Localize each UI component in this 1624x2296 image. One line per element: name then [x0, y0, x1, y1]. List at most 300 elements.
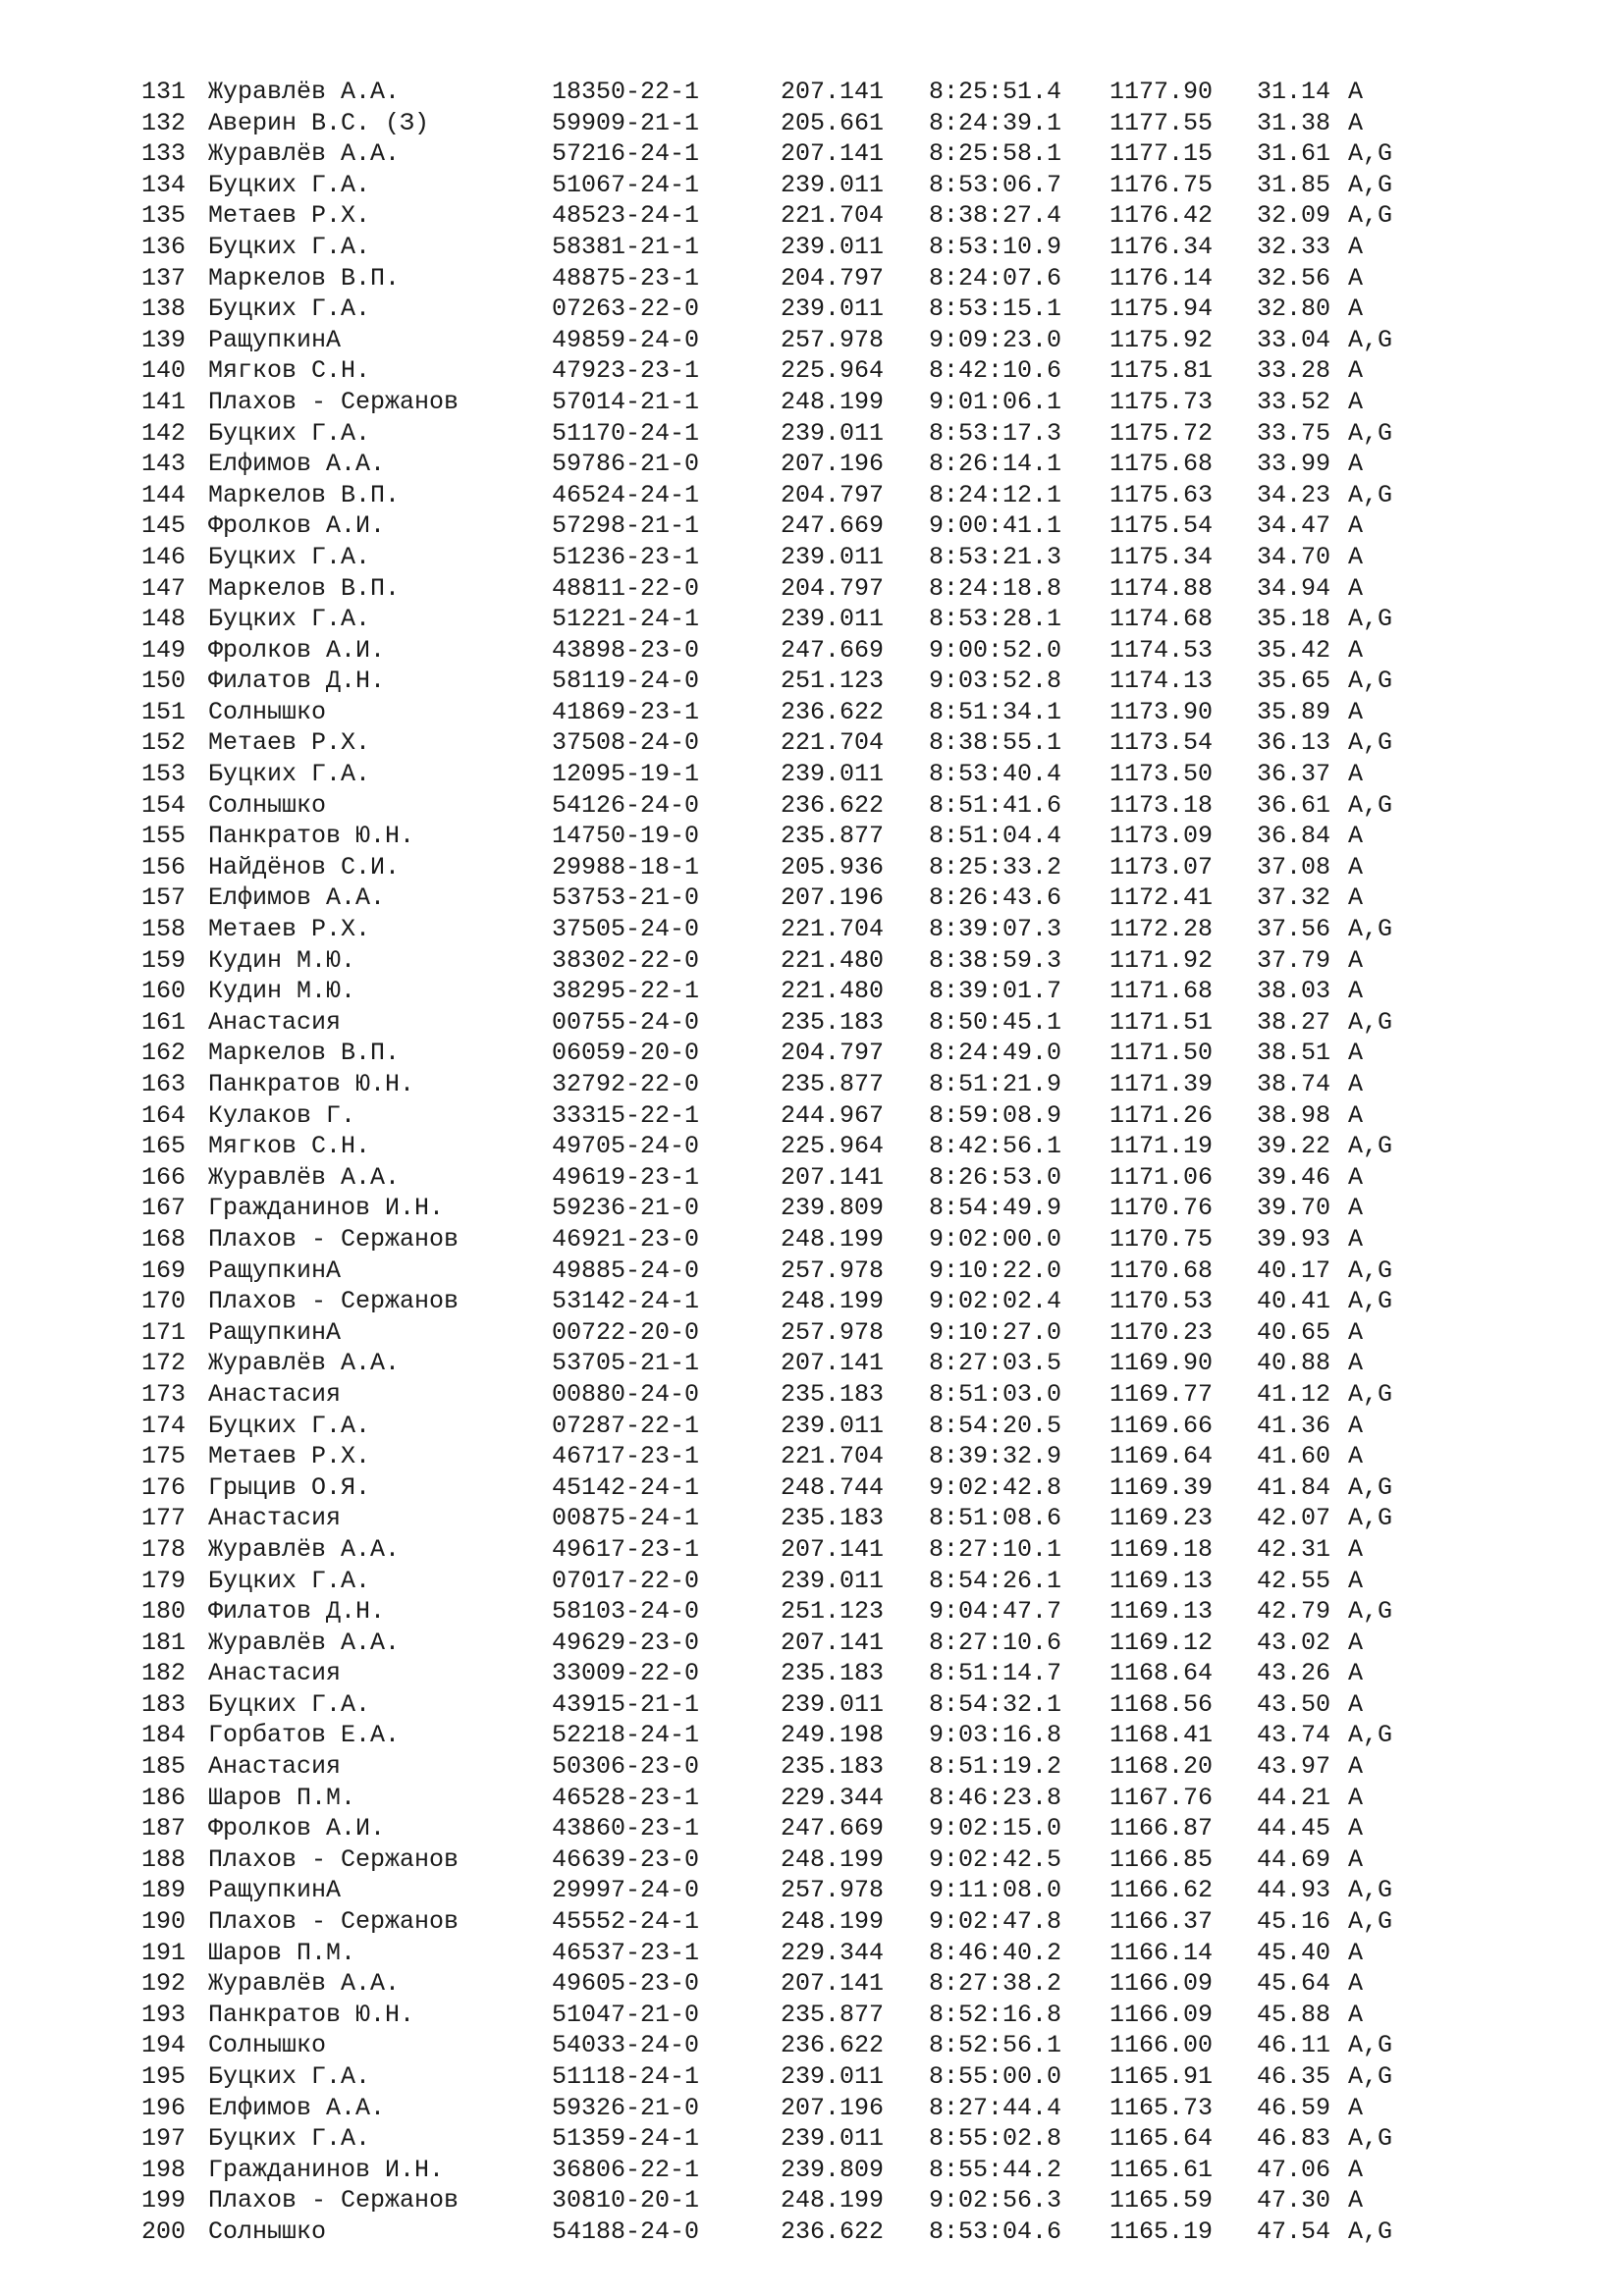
points: 38.98: [1257, 1100, 1331, 1130]
distance: 205.661: [781, 108, 885, 137]
flags: A,G: [1348, 2031, 1393, 2060]
place-number: 140: [141, 356, 187, 386]
distance: 239.809: [781, 2155, 885, 2184]
points: 34.23: [1257, 480, 1331, 509]
fancier-name: Буцких Г.А.: [208, 170, 371, 199]
arrival-time: 8:51:19.2: [929, 1752, 1062, 1782]
place-number: 195: [141, 2062, 187, 2091]
fancier-name: Мягков С.Н.: [208, 356, 371, 386]
distance: 239.011: [781, 1411, 885, 1440]
place-number: 158: [141, 915, 187, 944]
points: 32.56: [1257, 263, 1331, 293]
ring-number: 59786-21-0: [552, 450, 700, 479]
distance: 239.011: [781, 294, 885, 324]
distance: 229.344: [781, 1938, 885, 1967]
ring-number: 38295-22-1: [552, 977, 700, 1006]
ring-number: 43915-21-1: [552, 1689, 700, 1719]
distance: 229.344: [781, 1783, 885, 1812]
arrival-time: 8:42:56.1: [929, 1132, 1062, 1161]
arrival-time: 8:42:10.6: [929, 356, 1062, 386]
flags: A: [1348, 450, 1364, 479]
speed: 1173.54: [1110, 728, 1214, 758]
distance: 235.183: [781, 1379, 885, 1409]
fancier-name: Буцких Г.А.: [208, 232, 371, 261]
flags: A,G: [1348, 1504, 1393, 1533]
arrival-time: 8:27:44.4: [929, 2093, 1062, 2122]
speed: 1166.09: [1110, 1969, 1214, 1999]
fancier-name: Журавлёв А.А.: [208, 1534, 401, 1564]
distance: 239.011: [781, 1566, 885, 1595]
speed: 1175.73: [1110, 387, 1214, 416]
speed: 1174.53: [1110, 635, 1214, 665]
place-number: 156: [141, 852, 187, 881]
speed: 1171.26: [1110, 1100, 1214, 1130]
flags: A,G: [1348, 2062, 1393, 2091]
place-number: 138: [141, 294, 187, 324]
fancier-name: Елфимов А.А.: [208, 2093, 386, 2122]
points: 44.21: [1257, 1783, 1331, 1812]
place-number: 198: [141, 2155, 187, 2184]
fancier-name: Кудин М.Ю.: [208, 977, 356, 1006]
ring-number: 37508-24-0: [552, 728, 700, 758]
flags: A: [1348, 977, 1364, 1006]
fancier-name: Маркелов В.П.: [208, 573, 401, 603]
distance: 235.877: [781, 2000, 885, 2029]
place-number: 157: [141, 883, 187, 913]
arrival-time: 9:04:47.7: [929, 1597, 1062, 1627]
distance: 244.967: [781, 1100, 885, 1130]
fancier-name: Плахов - Сержанов: [208, 387, 460, 416]
speed: 1176.75: [1110, 170, 1214, 199]
fancier-name: Гражданинов И.Н.: [208, 2155, 445, 2184]
flags: A: [1348, 511, 1364, 541]
fancier-name: Буцких Г.А.: [208, 1411, 371, 1440]
speed: 1175.94: [1110, 294, 1214, 324]
flags: A: [1348, 1938, 1364, 1967]
arrival-time: 8:24:18.8: [929, 573, 1062, 603]
ring-number: 32792-22-0: [552, 1070, 700, 1098]
fancier-name: Аверин В.С. (З): [208, 108, 430, 137]
arrival-time: 9:02:42.5: [929, 1844, 1062, 1874]
fancier-name: Кудин М.Ю.: [208, 945, 356, 975]
speed: 1170.76: [1110, 1194, 1214, 1223]
flags: A,G: [1348, 1379, 1393, 1409]
ring-number: 48811-22-0: [552, 573, 700, 603]
speed: 1166.09: [1110, 2000, 1214, 2029]
ring-number: 07287-22-1: [552, 1411, 700, 1440]
flags: A: [1348, 1442, 1364, 1471]
speed: 1165.19: [1110, 2216, 1214, 2246]
place-number: 190: [141, 1907, 187, 1937]
distance: 207.196: [781, 883, 885, 913]
place-number: 194: [141, 2031, 187, 2060]
arrival-time: 8:53:21.3: [929, 542, 1062, 571]
fancier-name: Буцких Г.А.: [208, 542, 371, 571]
speed: 1168.41: [1110, 1721, 1214, 1750]
speed: 1170.53: [1110, 1287, 1214, 1316]
distance: 207.141: [781, 139, 885, 169]
arrival-time: 8:39:32.9: [929, 1442, 1062, 1471]
arrival-time: 8:38:59.3: [929, 945, 1062, 975]
points: 47.54: [1257, 2216, 1331, 2246]
flags: A: [1348, 1162, 1364, 1192]
flags: A,G: [1348, 1597, 1393, 1627]
flags: A,G: [1348, 1007, 1393, 1037]
ring-number: 41869-23-1: [552, 697, 700, 726]
distance: 221.480: [781, 945, 885, 975]
distance: 225.964: [781, 356, 885, 386]
fancier-name: Фролков А.И.: [208, 1814, 386, 1843]
place-number: 143: [141, 450, 187, 479]
distance: 207.141: [781, 1969, 885, 1999]
flags: A: [1348, 232, 1364, 261]
distance: 249.198: [781, 1721, 885, 1750]
fancier-name: Мягков С.Н.: [208, 1132, 371, 1161]
ring-number: 59909-21-1: [552, 108, 700, 137]
speed: 1174.13: [1110, 667, 1214, 696]
flags: A: [1348, 542, 1364, 571]
ring-number: 00722-20-0: [552, 1317, 700, 1347]
fancier-name: Солнышко: [208, 2031, 327, 2060]
ring-number: 49705-24-0: [552, 1132, 700, 1161]
arrival-time: 9:02:02.4: [929, 1287, 1062, 1316]
ring-number: 46921-23-0: [552, 1224, 700, 1254]
distance: 235.183: [781, 1752, 885, 1782]
points: 35.89: [1257, 697, 1331, 726]
fancier-name: Солнышко: [208, 2216, 327, 2246]
place-number: 145: [141, 511, 187, 541]
ring-number: 58119-24-0: [552, 667, 700, 696]
points: 38.03: [1257, 977, 1331, 1006]
flags: A: [1348, 573, 1364, 603]
flags: A,G: [1348, 1132, 1393, 1161]
points: 41.12: [1257, 1379, 1331, 1409]
place-number: 139: [141, 325, 187, 354]
points: 45.64: [1257, 1969, 1331, 1999]
place-number: 163: [141, 1070, 187, 1098]
distance: 235.183: [781, 1504, 885, 1533]
place-number: 189: [141, 1876, 187, 1905]
distance: 235.877: [781, 822, 885, 851]
fancier-name: Шаров П.М.: [208, 1783, 356, 1812]
flags: A: [1348, 1411, 1364, 1440]
flags: A: [1348, 356, 1364, 386]
ring-number: 00880-24-0: [552, 1379, 700, 1409]
speed: 1169.23: [1110, 1504, 1214, 1533]
points: 41.60: [1257, 1442, 1331, 1471]
distance: 257.978: [781, 1317, 885, 1347]
ring-number: 29988-18-1: [552, 852, 700, 881]
flags: A: [1348, 2155, 1364, 2184]
ring-number: 49885-24-0: [552, 1255, 700, 1285]
speed: 1172.28: [1110, 915, 1214, 944]
fancier-name: Панкратов Ю.Н.: [208, 822, 415, 851]
flags: A: [1348, 1689, 1364, 1719]
points: 43.97: [1257, 1752, 1331, 1782]
points: 35.65: [1257, 667, 1331, 696]
speed: 1170.75: [1110, 1224, 1214, 1254]
points: 33.04: [1257, 325, 1331, 354]
ring-number: 58381-21-1: [552, 232, 700, 261]
points: 33.99: [1257, 450, 1331, 479]
fancier-name: Метаев Р.Х.: [208, 915, 371, 944]
fancier-name: Гражданинов И.Н.: [208, 1194, 445, 1223]
place-number: 176: [141, 1472, 187, 1502]
fancier-name: Елфимов А.А.: [208, 883, 386, 913]
ring-number: 46528-23-1: [552, 1783, 700, 1812]
points: 32.33: [1257, 232, 1331, 261]
speed: 1166.87: [1110, 1814, 1214, 1843]
flags: A: [1348, 1194, 1364, 1223]
ring-number: 53142-24-1: [552, 1287, 700, 1316]
flags: A: [1348, 263, 1364, 293]
points: 34.94: [1257, 573, 1331, 603]
arrival-time: 8:54:20.5: [929, 1411, 1062, 1440]
arrival-time: 8:51:08.6: [929, 1504, 1062, 1533]
arrival-time: 8:27:10.6: [929, 1628, 1062, 1657]
flags: A,G: [1348, 915, 1393, 944]
arrival-time: 8:25:33.2: [929, 852, 1062, 881]
points: 36.13: [1257, 728, 1331, 758]
flags: A: [1348, 294, 1364, 324]
flags: A: [1348, 1224, 1364, 1254]
fancier-name: Буцких Г.А.: [208, 418, 371, 448]
speed: 1171.51: [1110, 1007, 1214, 1037]
distance: 239.011: [781, 2124, 885, 2154]
speed: 1169.13: [1110, 1566, 1214, 1595]
flags: A: [1348, 883, 1364, 913]
arrival-time: 8:51:34.1: [929, 697, 1062, 726]
place-number: 150: [141, 667, 187, 696]
fancier-name: Буцких Г.А.: [208, 1566, 371, 1595]
points: 41.84: [1257, 1472, 1331, 1502]
flags: A,G: [1348, 728, 1393, 758]
distance: 236.622: [781, 2031, 885, 2060]
flags: A: [1348, 1566, 1364, 1595]
arrival-time: 8:51:03.0: [929, 1379, 1062, 1409]
points: 40.41: [1257, 1287, 1331, 1316]
distance: 221.704: [781, 915, 885, 944]
flags: A,G: [1348, 605, 1393, 634]
speed: 1166.62: [1110, 1876, 1214, 1905]
points: 38.51: [1257, 1039, 1331, 1068]
distance: 204.797: [781, 263, 885, 293]
speed: 1168.56: [1110, 1689, 1214, 1719]
speed: 1165.61: [1110, 2155, 1214, 2184]
place-number: 175: [141, 1442, 187, 1471]
speed: 1165.73: [1110, 2093, 1214, 2122]
speed: 1177.55: [1110, 108, 1214, 137]
ring-number: 59326-21-0: [552, 2093, 700, 2122]
distance: 239.011: [781, 2062, 885, 2091]
speed: 1177.90: [1110, 78, 1214, 106]
arrival-time: 8:24:39.1: [929, 108, 1062, 137]
place-number: 144: [141, 480, 187, 509]
ring-number: 46524-24-1: [552, 480, 700, 509]
fancier-name: Елфимов А.А.: [208, 450, 386, 479]
arrival-time: 8:24:49.0: [929, 1039, 1062, 1068]
arrival-time: 8:53:06.7: [929, 170, 1062, 199]
arrival-time: 9:02:56.3: [929, 2186, 1062, 2216]
flags: A,G: [1348, 2216, 1393, 2246]
fancier-name: Панкратов Ю.Н.: [208, 2000, 415, 2029]
arrival-time: 8:53:15.1: [929, 294, 1062, 324]
place-number: 169: [141, 1255, 187, 1285]
arrival-time: 8:26:43.6: [929, 883, 1062, 913]
ring-number: 45142-24-1: [552, 1472, 700, 1502]
place-number: 173: [141, 1379, 187, 1409]
speed: 1172.41: [1110, 883, 1214, 913]
speed: 1175.81: [1110, 356, 1214, 386]
flags: A,G: [1348, 667, 1393, 696]
distance: 248.199: [781, 387, 885, 416]
distance: 221.480: [781, 977, 885, 1006]
arrival-time: 8:54:32.1: [929, 1689, 1062, 1719]
distance: 248.744: [781, 1472, 885, 1502]
fancier-name: Буцких Г.А.: [208, 2062, 371, 2091]
arrival-time: 8:24:12.1: [929, 480, 1062, 509]
points: 43.50: [1257, 1689, 1331, 1719]
flags: A: [1348, 852, 1364, 881]
place-number: 187: [141, 1814, 187, 1843]
flags: A: [1348, 1844, 1364, 1874]
fancier-name: Журавлёв А.А.: [208, 139, 401, 169]
distance: 239.011: [781, 232, 885, 261]
points: 47.06: [1257, 2155, 1331, 2184]
fancier-name: Анастасия: [208, 1504, 342, 1533]
arrival-time: 9:10:27.0: [929, 1317, 1062, 1347]
points: 37.56: [1257, 915, 1331, 944]
fancier-name: РащупкинА: [208, 325, 342, 354]
ring-number: 53753-21-0: [552, 883, 700, 913]
place-number: 165: [141, 1132, 187, 1161]
speed: 1169.39: [1110, 1472, 1214, 1502]
place-number: 180: [141, 1597, 187, 1627]
fancier-name: Плахов - Сержанов: [208, 1287, 460, 1316]
points: 38.74: [1257, 1070, 1331, 1098]
speed: 1165.64: [1110, 2124, 1214, 2154]
arrival-time: 8:39:01.7: [929, 977, 1062, 1006]
points: 47.30: [1257, 2186, 1331, 2216]
arrival-time: 8:51:14.7: [929, 1659, 1062, 1688]
distance: 204.797: [781, 480, 885, 509]
place-number: 179: [141, 1566, 187, 1595]
ring-number: 07263-22-0: [552, 294, 700, 324]
fancier-name: Метаев Р.Х.: [208, 201, 371, 231]
arrival-time: 9:03:52.8: [929, 667, 1062, 696]
speed: 1175.34: [1110, 542, 1214, 571]
fancier-name: Горбатов Е.А.: [208, 1721, 401, 1750]
place-number: 200: [141, 2216, 187, 2246]
fancier-name: Солнышко: [208, 790, 327, 820]
points: 39.46: [1257, 1162, 1331, 1192]
fancier-name: Плахов - Сержанов: [208, 2186, 460, 2216]
points: 45.40: [1257, 1938, 1331, 1967]
arrival-time: 8:54:26.1: [929, 1566, 1062, 1595]
distance: 221.704: [781, 201, 885, 231]
distance: 225.964: [781, 1132, 885, 1161]
ring-number: 33009-22-0: [552, 1659, 700, 1688]
ring-number: 30810-20-1: [552, 2186, 700, 2216]
arrival-time: 8:26:14.1: [929, 450, 1062, 479]
distance: 236.622: [781, 790, 885, 820]
fancier-name: Плахов - Сержанов: [208, 1907, 460, 1937]
speed: 1168.20: [1110, 1752, 1214, 1782]
points: 39.70: [1257, 1194, 1331, 1223]
place-number: 159: [141, 945, 187, 975]
arrival-time: 9:02:42.8: [929, 1472, 1062, 1502]
points: 43.02: [1257, 1628, 1331, 1657]
fancier-name: Панкратов Ю.Н.: [208, 1070, 415, 1098]
ring-number: 47923-23-1: [552, 356, 700, 386]
arrival-time: 8:50:45.1: [929, 1007, 1062, 1037]
points: 33.52: [1257, 387, 1331, 416]
ring-number: 49617-23-1: [552, 1534, 700, 1564]
ring-number: 36806-22-1: [552, 2155, 700, 2184]
distance: 239.011: [781, 170, 885, 199]
place-number: 185: [141, 1752, 187, 1782]
speed: 1171.39: [1110, 1070, 1214, 1098]
distance: 221.704: [781, 728, 885, 758]
arrival-time: 8:38:27.4: [929, 201, 1062, 231]
place-number: 160: [141, 977, 187, 1006]
fancier-name: Плахов - Сержанов: [208, 1224, 460, 1254]
arrival-time: 8:53:40.4: [929, 760, 1062, 789]
place-number: 135: [141, 201, 187, 231]
arrival-time: 9:11:08.0: [929, 1876, 1062, 1905]
points: 44.45: [1257, 1814, 1331, 1843]
arrival-time: 8:51:21.9: [929, 1070, 1062, 1098]
ring-number: 51047-21-0: [552, 2000, 700, 2029]
speed: 1165.59: [1110, 2186, 1214, 2216]
ring-number: 57298-21-1: [552, 511, 700, 541]
arrival-time: 8:53:17.3: [929, 418, 1062, 448]
arrival-time: 8:55:02.8: [929, 2124, 1062, 2154]
arrival-time: 8:55:44.2: [929, 2155, 1062, 2184]
arrival-time: 8:59:08.9: [929, 1100, 1062, 1130]
ring-number: 37505-24-0: [552, 915, 700, 944]
fancier-name: Найдёнов С.И.: [208, 852, 401, 881]
place-number: 172: [141, 1349, 187, 1378]
ring-number: 53705-21-1: [552, 1349, 700, 1378]
fancier-name: РащупкинА: [208, 1317, 342, 1347]
distance: 248.199: [781, 1224, 885, 1254]
fancier-name: Буцких Г.А.: [208, 1689, 371, 1719]
arrival-time: 8:46:23.8: [929, 1783, 1062, 1812]
distance: 248.199: [781, 2186, 885, 2216]
distance: 239.011: [781, 542, 885, 571]
ring-number: 51118-24-1: [552, 2062, 700, 2091]
fancier-name: РащупкинА: [208, 1255, 342, 1285]
fancier-name: Филатов Д.Н.: [208, 1597, 386, 1627]
distance: 207.141: [781, 1534, 885, 1564]
speed: 1175.63: [1110, 480, 1214, 509]
fancier-name: Журавлёв А.А.: [208, 1628, 401, 1657]
speed: 1174.68: [1110, 605, 1214, 634]
distance: 235.877: [781, 1070, 885, 1098]
speed: 1175.54: [1110, 511, 1214, 541]
points: 44.93: [1257, 1876, 1331, 1905]
fancier-name: Журавлёв А.А.: [208, 1162, 401, 1192]
speed: 1165.91: [1110, 2062, 1214, 2091]
place-number: 146: [141, 542, 187, 571]
points: 31.38: [1257, 108, 1331, 137]
fancier-name: Маркелов В.П.: [208, 1039, 401, 1068]
flags: A: [1348, 697, 1364, 726]
ring-number: 46717-23-1: [552, 1442, 700, 1471]
ring-number: 00755-24-0: [552, 1007, 700, 1037]
ring-number: 54188-24-0: [552, 2216, 700, 2246]
